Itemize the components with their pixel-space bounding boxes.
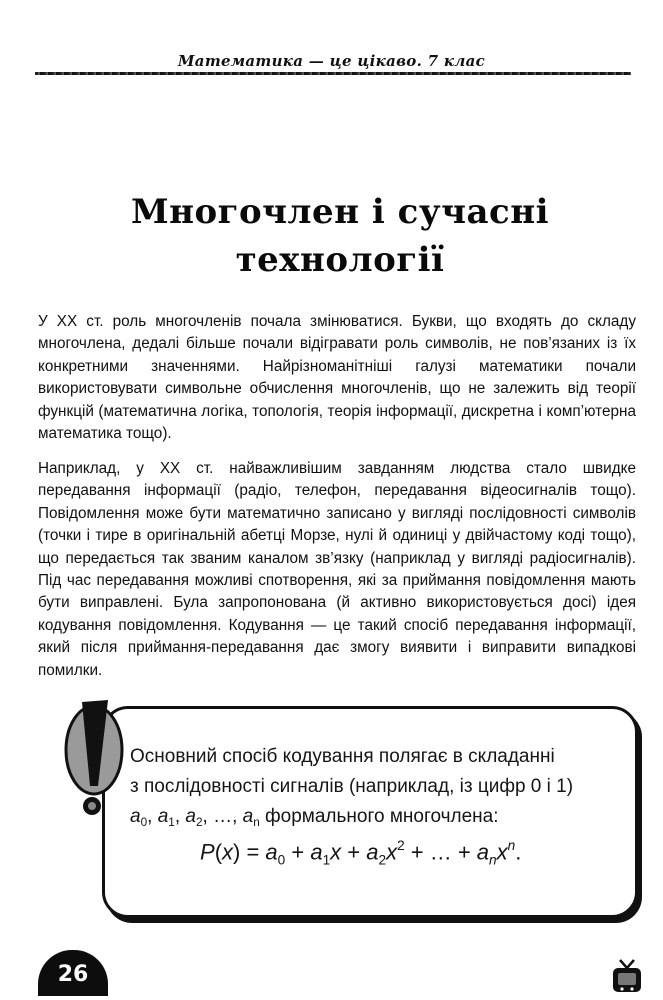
running-header: Математика — це цікаво. 7 клас [177,52,486,70]
header-rule [35,72,631,75]
paragraph-2: Наприклад, у XX ст. найважливішим завданням людства стало швидке передавання інформації (радіо, телефон, передавання відеосигналів тощо). Повідомлення може бути математично записано у вигляді послідовності символів (точки і тире в оригінальній абетці Морзе, нулі й одиниці у двійчастому коді тощо), що передається так званим каналом зв’язку (наприклад у вигляді радіосигналів). Під час передавання можливі спотворення, які за приймання повідомлення мають бути виправлені. Була запропонована (й активно використовується досі) ідея кодування повідомлення. Кодування — це такий спосіб передавання інформації, який після приймання-передавання дає змогу виявити і виправити випадкові помилки. [38,460,636,679]
note-line-3: $a_0$, $a_1$, $a_2$, …, $a_n$ формального многочлена: [130,806,499,830]
chapter-title [60,188,620,284]
tv-icon [610,956,644,996]
note-line-2: з послідовності сигналів (наприклад, із цифр 0 і 1) [130,776,574,797]
paragraph-1: У XX ст. роль многочленів почала змінюватися. Букви, що входять до складу многочлена, дедалі більше почали відігравати роль символів, не пов’язаних із їх конкретними значеннями. Найрізноманітніші галузі математики почали використовувати символьне обчислення многочленів, що не залежить від теорії функцій (математична логіка, топологія, теорія інформації, дискретна і комп’ютерна математика тощо). [38,313,636,443]
polynomial-formula: $P(x) = a_0 + a_1x + a_2x^2$ + … + $a_nx^n$. [200,838,522,868]
page-number: 26 [57,962,89,987]
note-text [130,742,630,838]
chapter-title-line-2: технології [235,240,445,280]
note-line-1: Основний спосіб кодування полягає в складанні [130,746,555,767]
chapter-title-line-1: Многочлен і сучасні [130,192,550,232]
exclamation-icon [52,694,132,824]
